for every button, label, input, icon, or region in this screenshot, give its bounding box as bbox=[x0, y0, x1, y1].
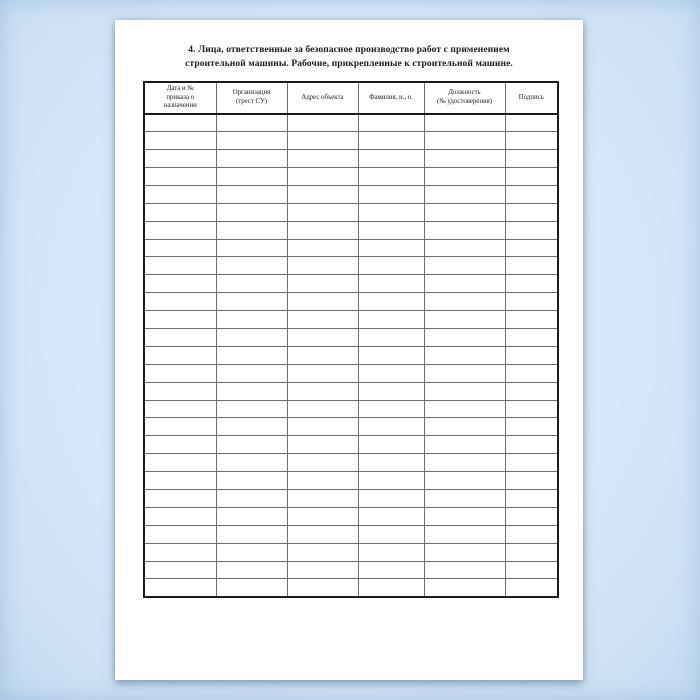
table-cell-empty bbox=[216, 454, 287, 472]
table-cell-empty bbox=[505, 472, 558, 490]
table-cell-empty bbox=[287, 418, 358, 436]
table-cell-empty bbox=[358, 436, 424, 454]
table-cell-empty bbox=[505, 525, 558, 543]
table-cell-empty bbox=[505, 454, 558, 472]
table-cell-empty bbox=[424, 489, 505, 507]
table-cell-empty bbox=[358, 239, 424, 257]
col-header-object-address bbox=[287, 82, 358, 114]
table-cell-empty bbox=[144, 185, 216, 203]
table-row bbox=[144, 346, 558, 364]
table-cell-empty bbox=[287, 579, 358, 597]
section-title bbox=[115, 44, 583, 71]
table-cell-empty bbox=[358, 132, 424, 150]
table-cell-empty bbox=[424, 382, 505, 400]
table-cell-empty bbox=[358, 150, 424, 168]
table-cell-empty bbox=[424, 579, 505, 597]
table-cell-empty bbox=[216, 328, 287, 346]
table-cell-empty bbox=[424, 114, 505, 132]
table-header-row bbox=[144, 82, 558, 114]
table-cell-empty bbox=[505, 382, 558, 400]
table-cell-empty bbox=[144, 579, 216, 597]
table-cell-empty bbox=[144, 239, 216, 257]
table-cell-empty bbox=[424, 454, 505, 472]
header-line: Фамилия, и., о. bbox=[369, 93, 413, 101]
table-row bbox=[144, 382, 558, 400]
table-cell-empty bbox=[287, 507, 358, 525]
table-cell-empty bbox=[424, 185, 505, 203]
table-cell-empty bbox=[144, 293, 216, 311]
table-cell-empty bbox=[505, 418, 558, 436]
table-cell-empty bbox=[505, 507, 558, 525]
table-cell-empty bbox=[287, 311, 358, 329]
table-cell-empty bbox=[216, 346, 287, 364]
header-line: Организация bbox=[232, 89, 271, 97]
table-cell-empty bbox=[144, 311, 216, 329]
table-row bbox=[144, 185, 558, 203]
table-cell-empty bbox=[505, 132, 558, 150]
header-line: назначении bbox=[163, 102, 197, 110]
table-cell-empty bbox=[505, 114, 558, 132]
table-cell-empty bbox=[287, 221, 358, 239]
table-cell-empty bbox=[144, 472, 216, 490]
table-cell-empty bbox=[216, 114, 287, 132]
header-line: Должность bbox=[448, 89, 481, 97]
table-cell-empty bbox=[287, 275, 358, 293]
table-cell-empty bbox=[424, 364, 505, 382]
table-cell-empty bbox=[424, 132, 505, 150]
table-cell-empty bbox=[424, 239, 505, 257]
table-cell-empty bbox=[358, 275, 424, 293]
table-cell-empty bbox=[216, 150, 287, 168]
header-line: приказа о bbox=[166, 93, 195, 101]
header-line: Дата и № bbox=[166, 85, 194, 92]
table-cell-empty bbox=[144, 507, 216, 525]
responsible-persons-table bbox=[143, 81, 559, 598]
table-row bbox=[144, 150, 558, 168]
header-line: Адрес объекта bbox=[301, 93, 344, 101]
table-cell-empty bbox=[216, 400, 287, 418]
table-cell-empty bbox=[144, 328, 216, 346]
table-row bbox=[144, 167, 558, 185]
table-cell-empty bbox=[424, 203, 505, 221]
table-row bbox=[144, 418, 558, 436]
table-cell-empty bbox=[287, 203, 358, 221]
table-cell-empty bbox=[287, 364, 358, 382]
table-row bbox=[144, 561, 558, 579]
table-row bbox=[144, 114, 558, 132]
table-cell-empty bbox=[358, 579, 424, 597]
table-cell-empty bbox=[358, 203, 424, 221]
col-header-signature bbox=[505, 82, 558, 114]
table-cell-empty bbox=[287, 472, 358, 490]
table-cell-empty bbox=[358, 418, 424, 436]
table-row bbox=[144, 221, 558, 239]
table-cell-empty bbox=[358, 472, 424, 490]
table-cell-empty bbox=[287, 293, 358, 311]
table-cell-empty bbox=[358, 257, 424, 275]
table-cell-empty bbox=[216, 185, 287, 203]
table-cell-empty bbox=[358, 543, 424, 561]
table-cell-empty bbox=[358, 382, 424, 400]
table-row bbox=[144, 579, 558, 597]
table-cell-empty bbox=[144, 364, 216, 382]
document-page bbox=[115, 20, 583, 680]
table-cell-empty bbox=[216, 543, 287, 561]
table-cell-empty bbox=[424, 472, 505, 490]
table-cell-empty bbox=[216, 257, 287, 275]
table-row bbox=[144, 239, 558, 257]
table-cell-empty bbox=[424, 436, 505, 454]
table-cell-empty bbox=[505, 185, 558, 203]
table-cell-empty bbox=[144, 167, 216, 185]
table-cell-empty bbox=[505, 436, 558, 454]
table-cell-empty bbox=[216, 364, 287, 382]
table-cell-empty bbox=[424, 418, 505, 436]
header-line: (трест СУ) bbox=[235, 97, 268, 105]
table-row bbox=[144, 507, 558, 525]
table-cell-empty bbox=[287, 239, 358, 257]
table-cell-empty bbox=[424, 543, 505, 561]
table-cell-empty bbox=[424, 275, 505, 293]
section-title-line: 4. Лица, ответственные за безопасное производство работ с применением bbox=[188, 45, 510, 55]
col-header-position-certificate bbox=[424, 82, 505, 114]
table-cell-empty bbox=[216, 221, 287, 239]
table-cell-empty bbox=[505, 150, 558, 168]
table-cell-empty bbox=[144, 114, 216, 132]
table-cell-empty bbox=[216, 239, 287, 257]
table-cell-empty bbox=[505, 167, 558, 185]
table-cell-empty bbox=[216, 561, 287, 579]
table-cell-empty bbox=[216, 579, 287, 597]
table-row bbox=[144, 203, 558, 221]
table-row bbox=[144, 311, 558, 329]
table-cell-empty bbox=[358, 293, 424, 311]
table-cell-empty bbox=[358, 221, 424, 239]
table-cell-empty bbox=[144, 275, 216, 293]
table-cell-empty bbox=[144, 436, 216, 454]
table-cell-empty bbox=[358, 507, 424, 525]
table-cell-empty bbox=[216, 507, 287, 525]
table-cell-empty bbox=[144, 525, 216, 543]
table-cell-empty bbox=[216, 472, 287, 490]
table-cell-empty bbox=[505, 203, 558, 221]
table-cell-empty bbox=[424, 311, 505, 329]
table-cell-empty bbox=[144, 150, 216, 168]
table-cell-empty bbox=[358, 364, 424, 382]
table-cell-empty bbox=[505, 561, 558, 579]
table-cell-empty bbox=[287, 185, 358, 203]
table-row bbox=[144, 293, 558, 311]
table-cell-empty bbox=[144, 400, 216, 418]
table-cell-empty bbox=[144, 257, 216, 275]
table-cell-empty bbox=[424, 167, 505, 185]
table-cell-empty bbox=[216, 275, 287, 293]
table-cell-empty bbox=[144, 489, 216, 507]
table-row bbox=[144, 489, 558, 507]
table-cell-empty bbox=[424, 150, 505, 168]
table-cell-empty bbox=[287, 167, 358, 185]
table-cell-empty bbox=[424, 346, 505, 364]
table-row bbox=[144, 472, 558, 490]
table-cell-empty bbox=[505, 364, 558, 382]
header-line: Подпись bbox=[518, 93, 544, 101]
table-row bbox=[144, 364, 558, 382]
table-cell-empty bbox=[358, 114, 424, 132]
table-cell-empty bbox=[424, 507, 505, 525]
section-title-line: строительной машины. Рабочие, прикрепленные к строительной машине. bbox=[185, 58, 513, 69]
table-cell-empty bbox=[424, 525, 505, 543]
table-row bbox=[144, 400, 558, 418]
table-row bbox=[144, 132, 558, 150]
col-header-order-date-number bbox=[144, 82, 216, 114]
table-cell-empty bbox=[505, 489, 558, 507]
table-cell-empty bbox=[505, 221, 558, 239]
table-cell-empty bbox=[216, 132, 287, 150]
table-cell-empty bbox=[144, 203, 216, 221]
table-row bbox=[144, 454, 558, 472]
table-cell-empty bbox=[287, 132, 358, 150]
table-cell-empty bbox=[287, 150, 358, 168]
table-cell-empty bbox=[144, 382, 216, 400]
table-row bbox=[144, 436, 558, 454]
table-cell-empty bbox=[216, 489, 287, 507]
table-cell-empty bbox=[287, 489, 358, 507]
table-row bbox=[144, 257, 558, 275]
col-header-surname-initials bbox=[358, 82, 424, 114]
table-cell-empty bbox=[216, 203, 287, 221]
table-cell-empty bbox=[358, 525, 424, 543]
table-cell-empty bbox=[505, 257, 558, 275]
table-row bbox=[144, 275, 558, 293]
table-cell-empty bbox=[505, 400, 558, 418]
col-header-organization bbox=[216, 82, 287, 114]
table-cell-empty bbox=[144, 418, 216, 436]
table-cell-empty bbox=[144, 543, 216, 561]
table-cell-empty bbox=[505, 579, 558, 597]
table-cell-empty bbox=[505, 239, 558, 257]
table-row bbox=[144, 525, 558, 543]
table-cell-empty bbox=[144, 132, 216, 150]
table-cell-empty bbox=[287, 114, 358, 132]
table-cell-empty bbox=[287, 257, 358, 275]
table-cell-empty bbox=[424, 293, 505, 311]
table-cell-empty bbox=[505, 328, 558, 346]
table-cell-empty bbox=[505, 346, 558, 364]
table-cell-empty bbox=[358, 400, 424, 418]
table-cell-empty bbox=[144, 346, 216, 364]
table-cell-empty bbox=[287, 400, 358, 418]
table-cell-empty bbox=[358, 328, 424, 346]
table-cell-empty bbox=[287, 382, 358, 400]
table-cell-empty bbox=[358, 454, 424, 472]
table-cell-empty bbox=[424, 400, 505, 418]
table-cell-empty bbox=[424, 561, 505, 579]
table-row bbox=[144, 543, 558, 561]
table-cell-empty bbox=[287, 454, 358, 472]
table-cell-empty bbox=[216, 436, 287, 454]
table-cell-empty bbox=[505, 543, 558, 561]
table-cell-empty bbox=[424, 328, 505, 346]
table-cell-empty bbox=[216, 525, 287, 543]
table-cell-empty bbox=[358, 167, 424, 185]
table-cell-empty bbox=[287, 543, 358, 561]
table-cell-empty bbox=[144, 454, 216, 472]
table-cell-empty bbox=[424, 221, 505, 239]
table-cell-empty bbox=[216, 382, 287, 400]
table-cell-empty bbox=[505, 293, 558, 311]
table-cell-empty bbox=[287, 561, 358, 579]
table-cell-empty bbox=[287, 525, 358, 543]
table-cell-empty bbox=[287, 436, 358, 454]
table-cell-empty bbox=[358, 489, 424, 507]
table-cell-empty bbox=[505, 275, 558, 293]
table-cell-empty bbox=[216, 167, 287, 185]
table-cell-empty bbox=[358, 185, 424, 203]
table-cell-empty bbox=[424, 257, 505, 275]
table-cell-empty bbox=[216, 293, 287, 311]
table-row bbox=[144, 328, 558, 346]
table-cell-empty bbox=[216, 418, 287, 436]
table-cell-empty bbox=[287, 346, 358, 364]
header-line: (№ удостоверения) bbox=[436, 97, 492, 105]
table-cell-empty bbox=[505, 311, 558, 329]
table-cell-empty bbox=[287, 328, 358, 346]
table-cell-empty bbox=[358, 346, 424, 364]
table-cell-empty bbox=[358, 311, 424, 329]
table-cell-empty bbox=[358, 561, 424, 579]
table-cell-empty bbox=[144, 221, 216, 239]
table-cell-empty bbox=[216, 311, 287, 329]
table-cell-empty bbox=[144, 561, 216, 579]
